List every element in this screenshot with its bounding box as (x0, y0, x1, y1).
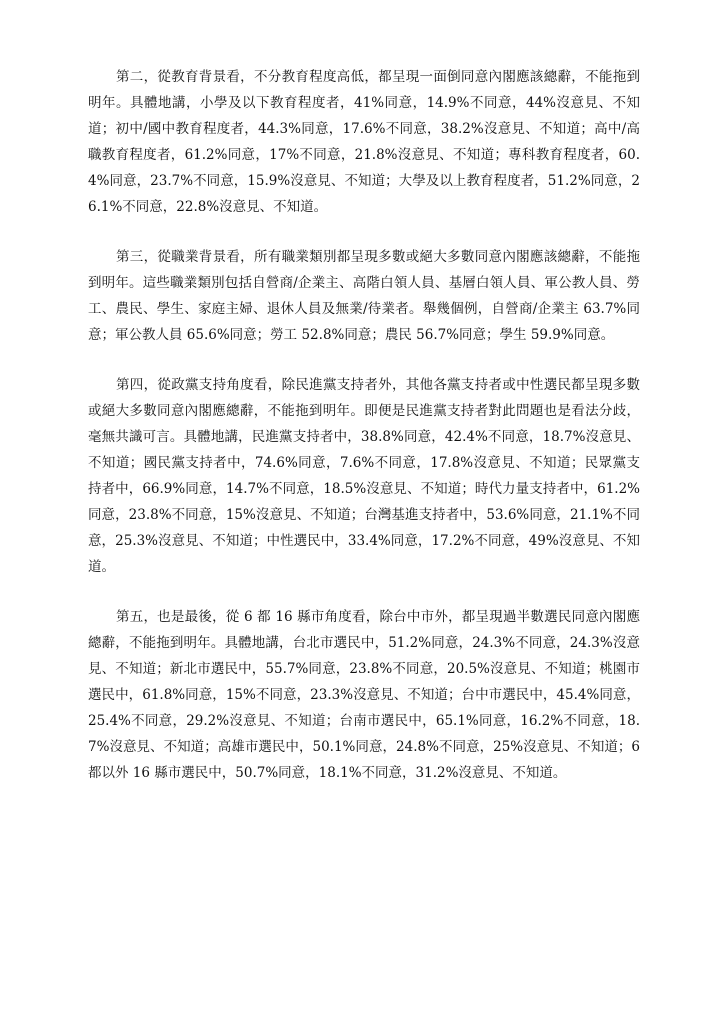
paragraph-education: 第二，從教育背景看，不分教育程度高低，都呈現一面倒同意內閣應該總辭，不能拖到明年。具體地講，小學及以下教育程度者，41%同意，14.9%不同意，44%沒意見、不知道；初中/國中教育程度者，44.3%同意，17.6%不同意，38.2%沒意見、不知道；高中/高職教育程度者，61.2%同意，17%不同意，21.8%沒意見、不知道；專科教育程度者，60.4%同意，23.7%不同意，15.9%沒意見、不知道；大學及以上教育程度者，51.2%同意，26.1%不同意，22.8%沒意見、不知道。 (88, 69, 640, 215)
paragraph-city-county: 第五，也是最後，從 6 都 16 縣市角度看，除台中市外，都呈現過半數選民同意內閣應總辭，不能拖到明年。具體地講，台北市選民中，51.2%同意，24.3%不同意，24.3%沒意見、不知道；新北市選民中，55.7%同意，23.8%不同意，20.5%沒意見、不知道；桃園市選民中，61.8%同意，15%不同意，23.3%沒意見、不知道；台中市選民中，45.4%同意，25.4%不同意，29.2%沒意見、不知道；台南市選民中，65.1%同意，16.2%不同意，18.7%沒意見、不知道；高雄市選民中，50.1%同意，24.8%不同意，25%沒意見、不知道；6 都以外 16 縣市選民中，50.7%同意，18.1%不同意，31.2%沒意見、不知道。 (88, 609, 640, 781)
paragraph-party-support: 第四，從政黨支持角度看，除民進黨支持者外，其他各黨支持者或中性選民都呈現多數或絕大多數同意內閣應總辭，不能拖到明年。即便是民進黨支持者對此問題也是看法分歧，毫無共識可言。具體地講，民進黨支持者中，38.8%同意，42.4%不同意，18.7%沒意見、不知道；國民黨支持者中，74.6%同意，7.6%不同意，17.8%沒意見、不知道；民眾黨支持者中，66.9%同意，14.7%不同意，18.5%沒意見、不知道；時代力量支持者中，61.2%同意，23.8%不同意，15%沒意見、不知道；台灣基進支持者中，53.6%同意，21.1%不同意，25.3%沒意見、不知道；中性選民中，33.4%同意，17.2%不同意，49%沒意見、不知道。 (88, 377, 640, 575)
document-body (88, 64, 640, 810)
paragraph-occupation: 第三，從職業背景看，所有職業類別都呈現多數或絕大多數同意內閣應該總辭，不能拖到明年。這些職業類別包括自營商/企業主、高階白領人員、基層白領人員、軍公教人員、勞工、農民、學生、家庭主婦、退休人員及無業/待業者。舉幾個例，自營商/企業主 63.7%同意；軍公教人員 65.6%同意；勞工 52.8%同意；農民 56.7%同意；學生 59.9%同意。 (88, 249, 640, 343)
